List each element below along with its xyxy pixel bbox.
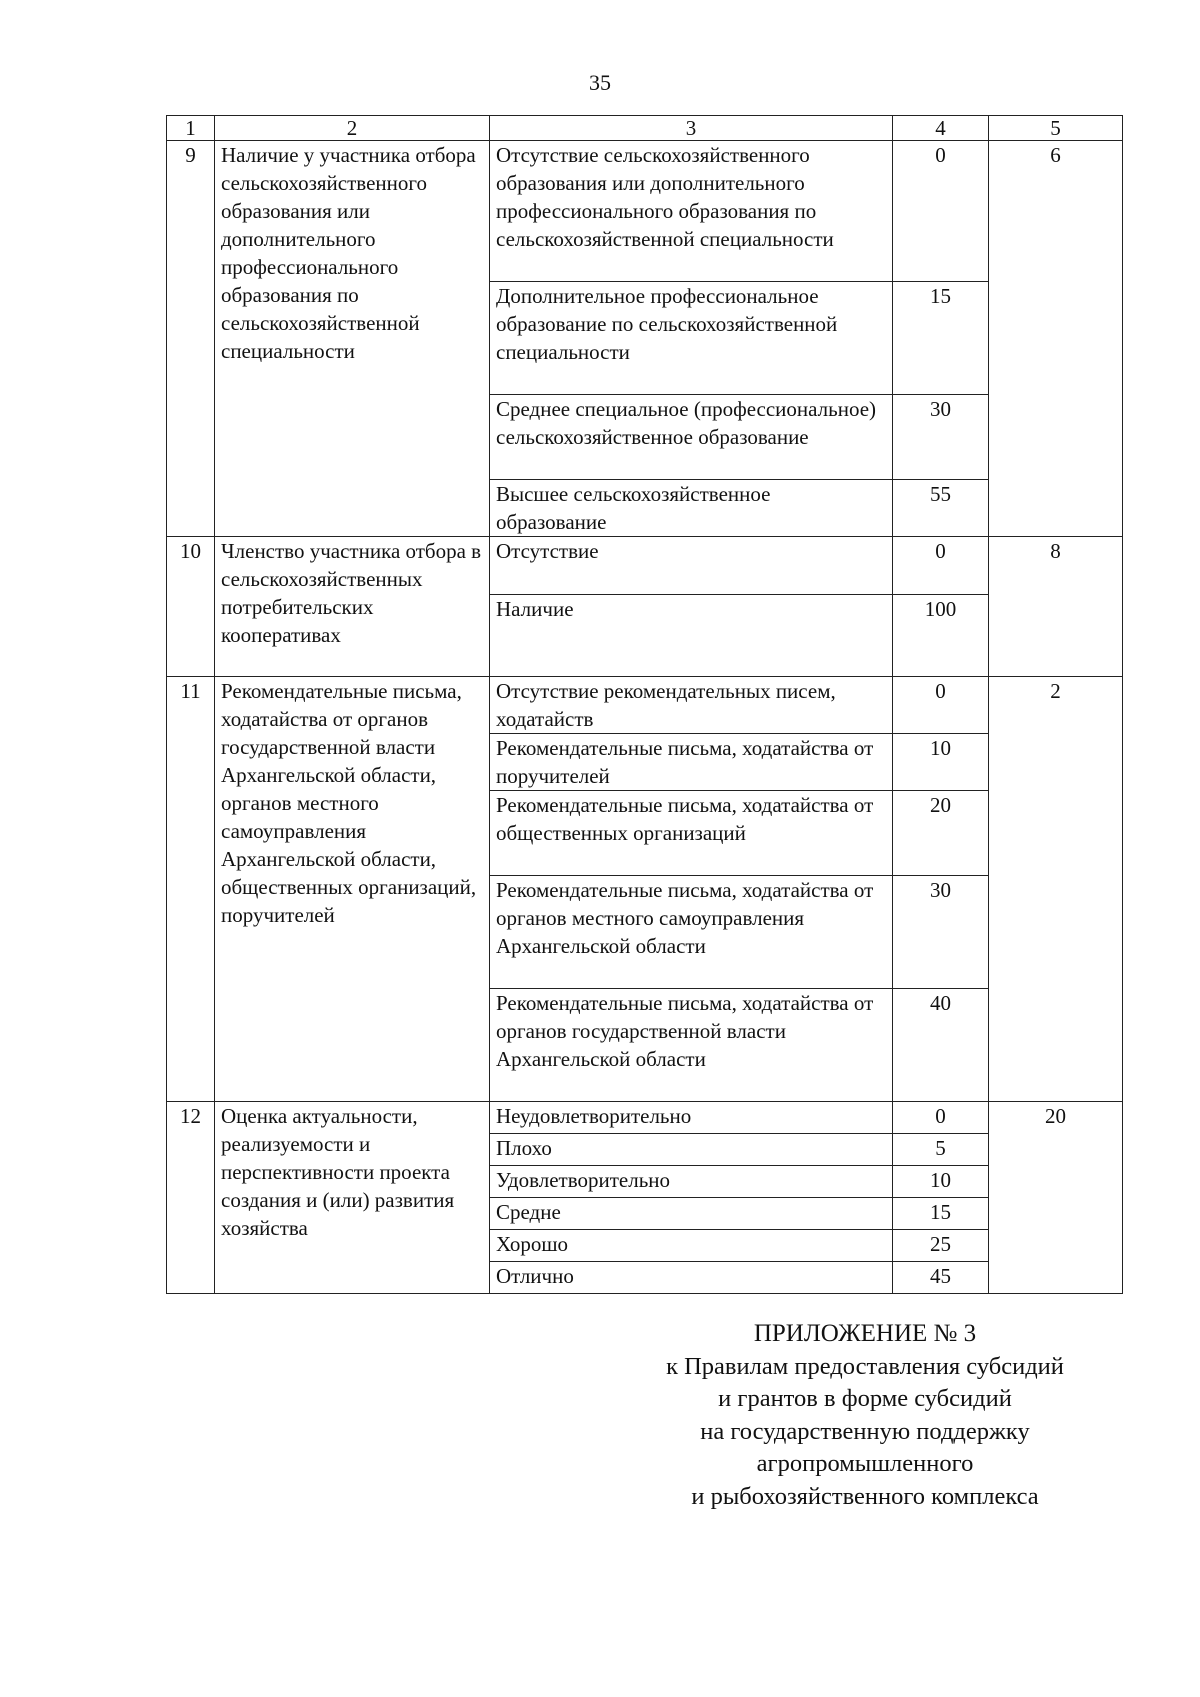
option-label: Дополнительное профессиональное образование по сельскохозяйственной специальности xyxy=(490,282,893,395)
option-score: 15 xyxy=(893,1198,989,1230)
option-label: Удовлетворительно xyxy=(490,1166,893,1198)
option-score: 45 xyxy=(893,1262,989,1294)
option-label: Рекомендательные письма, ходатайства от органов местного самоуправления Архангельской области xyxy=(490,876,893,989)
appendix-line: на государственную поддержку xyxy=(700,1417,1030,1445)
option-score: 10 xyxy=(893,734,989,791)
option-label: Отсутствие сельскохозяйственного образования или дополнительного профессионального образования по сельскохозяйственной специальности xyxy=(490,141,893,282)
option-label: Отсутствие рекомендательных писем, ходатайств xyxy=(490,677,893,734)
option-label: Среднее специальное (профессиональное) сельскохозяйственное образование xyxy=(490,395,893,480)
option-label: Средне xyxy=(490,1198,893,1230)
criterion-number: 12 xyxy=(167,1102,215,1294)
column-header: 3 xyxy=(490,116,893,141)
appendix-title: ПРИЛОЖЕНИЕ № 3 xyxy=(753,1320,977,1347)
option-score: 0 xyxy=(893,1102,989,1134)
criterion-number: 9 xyxy=(167,141,215,537)
option-score: 30 xyxy=(893,876,989,989)
option-label: Отсутствие xyxy=(490,537,893,595)
option-score: 5 xyxy=(893,1134,989,1166)
option-label: Рекомендательные письма, ходатайства от поручителей xyxy=(490,734,893,791)
criterion-number: 11 xyxy=(167,677,215,1102)
option-score: 40 xyxy=(893,989,989,1102)
table-row xyxy=(167,141,1123,282)
appendix-line: и рыбохозяйственного комплекса xyxy=(691,1482,1039,1510)
column-header: 1 xyxy=(167,116,215,141)
appendix-line: и грантов в форме субсидий xyxy=(718,1385,1012,1412)
option-label: Отлично xyxy=(490,1262,893,1294)
table-row xyxy=(167,677,1123,734)
criterion-weight: 8 xyxy=(989,537,1123,677)
option-score: 20 xyxy=(893,791,989,876)
criterion-name: Оценка актуальности, реализуемости и перспективности проекта создания и (или) развития хозяйства xyxy=(215,1102,490,1294)
option-label: Плохо xyxy=(490,1134,893,1166)
option-score: 100 xyxy=(893,595,989,677)
option-score: 0 xyxy=(893,677,989,734)
option-score: 55 xyxy=(893,480,989,537)
criteria-table xyxy=(166,115,1123,1294)
criterion-name: Рекомендательные письма, ходатайства от органов государственной власти Архангельской области, органов местного самоуправления Архангельской области, общественных организаций, поручителей xyxy=(215,677,490,1102)
appendix-line: к Правилам предоставления субсидий xyxy=(666,1352,1064,1380)
option-score: 10 xyxy=(893,1166,989,1198)
criterion-weight: 6 xyxy=(989,141,1123,537)
criterion-weight: 20 xyxy=(989,1102,1123,1294)
appendix-heading xyxy=(620,1318,1110,1513)
option-score: 0 xyxy=(893,537,989,595)
page-number: 35 xyxy=(589,70,611,95)
option-label: Рекомендательные письма, ходатайства от органов государственной власти Архангельской области xyxy=(490,989,893,1102)
option-label: Хорошо xyxy=(490,1230,893,1262)
option-label: Наличие xyxy=(490,595,893,677)
criterion-name: Членство участника отбора в сельскохозяйственных потребительских кооперативах xyxy=(215,537,490,677)
option-label: Неудовлетворительно xyxy=(490,1102,893,1134)
table-row xyxy=(167,537,1123,595)
column-header: 2 xyxy=(215,116,490,141)
column-header: 5 xyxy=(989,116,1123,141)
table-header-row xyxy=(167,116,1123,141)
appendix-line: агропромышленного xyxy=(756,1450,974,1477)
option-label: Рекомендательные письма, ходатайства от общественных организаций xyxy=(490,791,893,876)
option-score: 30 xyxy=(893,395,989,480)
option-score: 15 xyxy=(893,282,989,395)
criterion-name: Наличие у участника отбора сельскохозяйственного образования или дополнительного профессионального образования по сельскохозяйственной специальности xyxy=(215,141,490,537)
criterion-number: 10 xyxy=(167,537,215,677)
option-score: 25 xyxy=(893,1230,989,1262)
criterion-weight: 2 xyxy=(989,677,1123,1102)
column-header: 4 xyxy=(893,116,989,141)
table-row xyxy=(167,1102,1123,1134)
option-label: Высшее сельскохозяйственное образование xyxy=(490,480,893,537)
option-score: 0 xyxy=(893,141,989,282)
